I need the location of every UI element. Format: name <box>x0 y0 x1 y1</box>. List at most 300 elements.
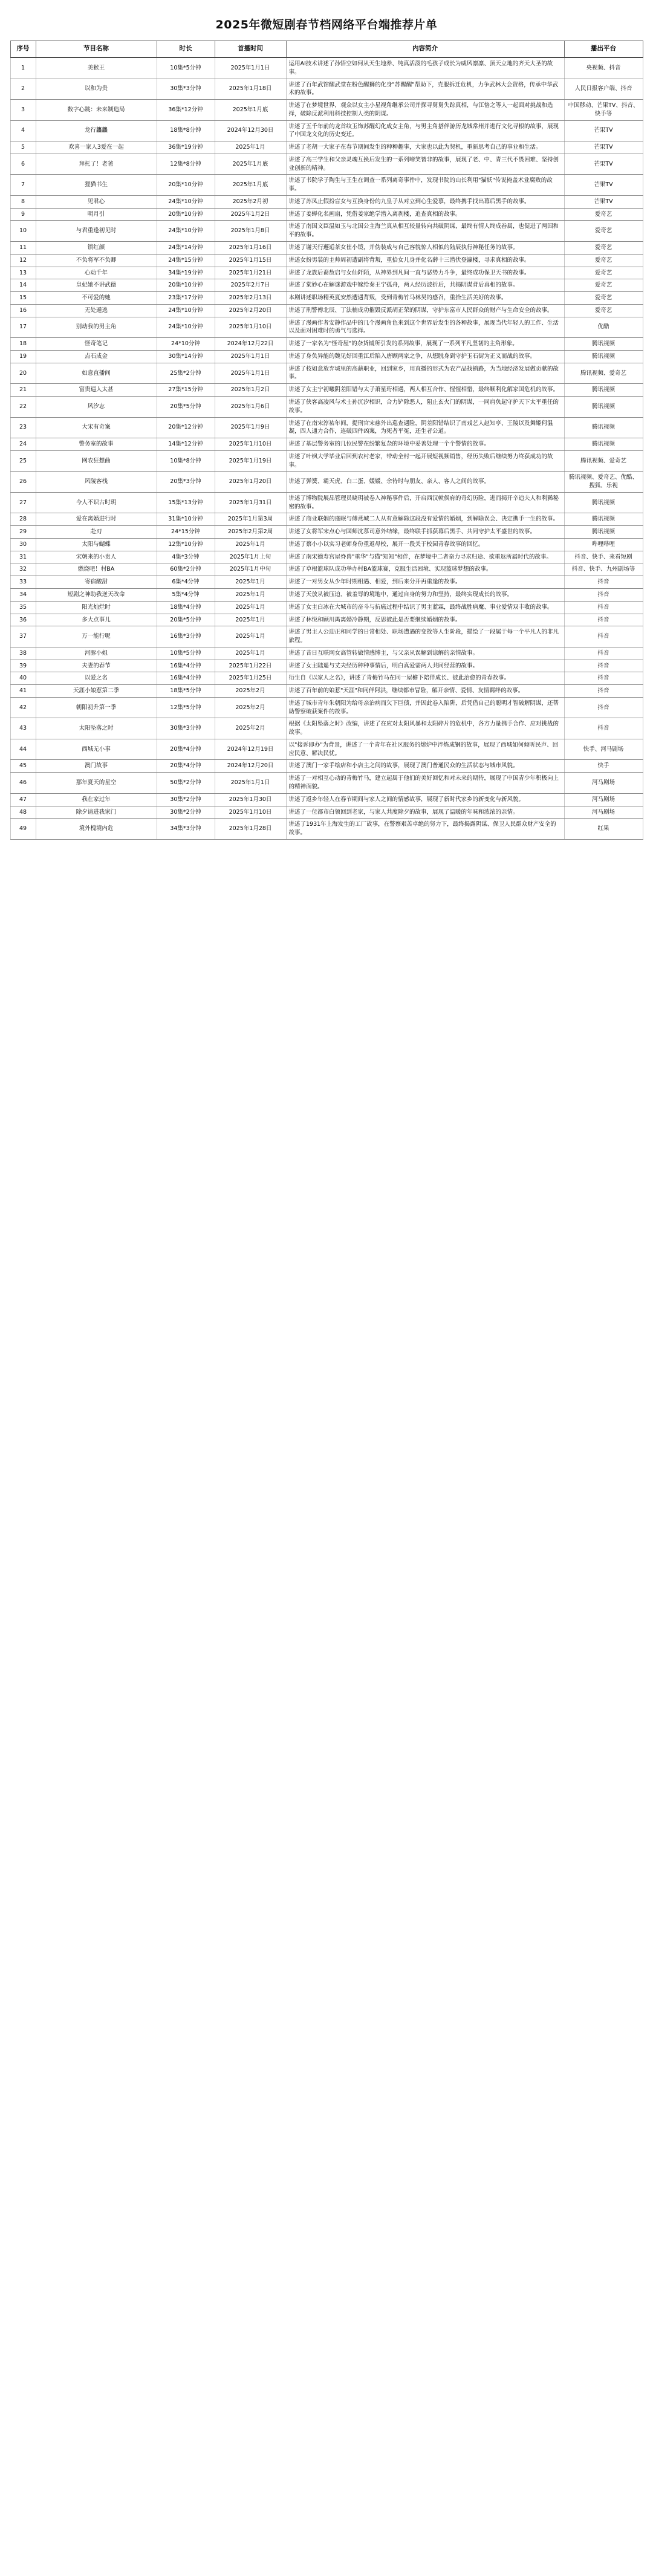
cell-platform: 优酷 <box>564 317 643 338</box>
cell-synopsis: 讲述了男主人公迎正和同学的日常相处、职场遭遇的变故等人生阶段，描绘了一段属于每一个平凡人的非凡旅程。 <box>286 626 564 647</box>
cell-name: 阳光灿烂时 <box>36 601 157 614</box>
cell-name: 风陵客栈 <box>36 472 157 493</box>
cell-platform: 抖音、快手、来看短剧 <box>564 551 643 563</box>
cell-platform: 芒果TV <box>564 154 643 175</box>
cell-date: 2025年1月 <box>215 614 286 626</box>
cell-duration: 20集*3分钟 <box>157 472 215 493</box>
column-header-synopsis: 内容简介 <box>286 41 564 58</box>
cell-duration: 24集*15分钟 <box>157 254 215 267</box>
cell-date: 2025年2月第2周 <box>215 526 286 539</box>
column-header-platform: 播出平台 <box>564 41 643 58</box>
cell-duration: 12集*8分钟 <box>157 154 215 175</box>
cell-index: 10 <box>10 221 36 242</box>
table-row <box>10 626 643 647</box>
cell-date: 2025年1月6日 <box>215 396 286 417</box>
table-row <box>10 338 643 351</box>
table-row <box>10 417 643 438</box>
table-row <box>10 120 643 141</box>
table-row <box>10 563 643 576</box>
cell-name: 无处遁逃 <box>36 304 157 317</box>
cell-synopsis: 讲述了百年武馆醒武堂在粉色醒狮的化身"苏醒醒"帮助下，克服拆迁危机，力争武林大会资格，传承中华武术的故事。 <box>286 79 564 100</box>
cell-name: 澳门故事 <box>36 760 157 773</box>
cell-platform: 抖音、快手、九州剧场等 <box>564 563 643 576</box>
cell-synopsis: 讲述了南宋德寿宫屋脊兽"重华"与猫"知知"相伴，在梦境中二者奋力寻求归途、欲重返所属时代的故事。 <box>286 551 564 563</box>
table-row <box>10 195 643 208</box>
cell-synopsis: 讲述了天放从被压迫、被羞辱的境地中，通过自身的努力和坚持，最终实现成长的故事。 <box>286 588 564 601</box>
cell-index: 25 <box>10 450 36 472</box>
cell-synopsis: 以"接诉即办"为背景，讲述了一个青年在社区服务的熔炉中淬炼成钢的故事，展现了西城如何倾听民声、回应民意、解决民忧。 <box>286 739 564 760</box>
cell-duration: 20集*10分钟 <box>157 208 215 221</box>
cell-synopsis: 讲述了侠客高凌风与术士孙沉汐相识，合力铲除恶人，阻止玄火门的阴谋，一同肩负起守护天下太平重任的故事。 <box>286 396 564 417</box>
cell-date: 2025年2月13日 <box>215 292 286 305</box>
cell-duration: 16集*3分钟 <box>157 626 215 647</box>
cell-duration: 10集*5分钟 <box>157 57 215 79</box>
cell-index: 37 <box>10 626 36 647</box>
cell-synopsis: 讲述了叶枫大学毕业后回到农村老家，带动全村一起开展短视频销售，经历失败后继续努力终获成功的故事。 <box>286 450 564 472</box>
cell-index: 6 <box>10 154 36 175</box>
cell-platform: 腾讯视频 <box>564 513 643 526</box>
cell-platform: 河马剧场 <box>564 806 643 819</box>
cell-date: 2025年1月15日 <box>215 254 286 267</box>
document-page <box>0 0 653 840</box>
cell-name: 不负将军不负卿 <box>36 254 157 267</box>
table-row <box>10 279 643 292</box>
cell-platform: 腾讯视频 <box>564 384 643 397</box>
table-row <box>10 254 643 267</box>
cell-synopsis: 讲述了女主宁初曦阴差阳错与太子萧星珩相遇，两人相互合作、惺惺相惜，最终顺利化解家国危机的故事。 <box>286 384 564 397</box>
cell-index: 32 <box>10 563 36 576</box>
cell-name: 心动千年 <box>36 267 157 279</box>
cell-name: 朝阳初升第一季 <box>36 697 157 718</box>
cell-date: 2025年1月1日 <box>215 57 286 79</box>
cell-date: 2025年1月 <box>215 647 286 660</box>
cell-name: 拜托了！老爸 <box>36 154 157 175</box>
page-title: 2025年微短剧春节档网络平台端推荐片单 <box>215 18 438 31</box>
cell-index: 19 <box>10 350 36 363</box>
cell-platform: 腾讯视频 <box>564 492 643 513</box>
cell-platform: 腾讯视频 <box>564 417 643 438</box>
cell-date: 2025年1月第3周 <box>215 513 286 526</box>
cell-synopsis: 讲述了蔡小小以实习老师身份重返母校，展开一段关于校园青春故事的回忆。 <box>286 538 564 551</box>
cell-date: 2025年1月2日 <box>215 208 286 221</box>
table-row <box>10 739 643 760</box>
cell-synopsis: 讲述女扮男装的主帅周初遭副将背叛，重拾女儿身并化名薛十三潜伏登瀛楼，寻求真相的故事。 <box>286 254 564 267</box>
table-row <box>10 551 643 563</box>
cell-date: 2025年1月9日 <box>215 417 286 438</box>
cell-duration: 23集*17分钟 <box>157 292 215 305</box>
cell-duration: 16集*4分钟 <box>157 672 215 685</box>
table-row <box>10 79 643 100</box>
cell-platform: 抖音 <box>564 626 643 647</box>
cell-index: 5 <box>10 141 36 154</box>
cell-synopsis: 讲述了刑警傅北辰、丁法楠成功摧毁反派胡正荣的阴谋，守护东富市人民群众的财产与生命安全的故事。 <box>286 304 564 317</box>
cell-synopsis: 讲述了林悦和顾川禺离婚冷静期，反思彼此是否要继续婚姻的故事。 <box>286 614 564 626</box>
table-row <box>10 175 643 196</box>
cell-index: 9 <box>10 208 36 221</box>
cell-synopsis: 讲述了女将军宋点心与国师沈慕司意外结缘，最终联手抓获幕后黑手、共同守护太平盛世的故事。 <box>286 526 564 539</box>
cell-date: 2025年2月初 <box>215 195 286 208</box>
cell-date: 2025年1月1日 <box>215 363 286 384</box>
cell-duration: 25集*2分钟 <box>157 363 215 384</box>
cell-duration: 36集*19分钟 <box>157 141 215 154</box>
cell-index: 20 <box>10 363 36 384</box>
column-header-name: 节目名称 <box>36 41 157 58</box>
cell-platform: 芒果TV <box>564 195 643 208</box>
cell-index: 7 <box>10 175 36 196</box>
cell-synopsis: 讲述了枝如意放弃城里的高薪职业，回到家乡，用直播的形式为农产品找销路，为当地经济发展做贡献的故事。 <box>286 363 564 384</box>
cell-name: 那年夏天的星空 <box>36 773 157 794</box>
table-row <box>10 292 643 305</box>
cell-date: 2025年2月 <box>215 718 286 739</box>
cell-platform: 红果 <box>564 819 643 840</box>
table-row <box>10 221 643 242</box>
cell-platform: 抖音 <box>564 614 643 626</box>
cell-index: 1 <box>10 57 36 79</box>
cell-platform: 腾讯视频 <box>564 350 643 363</box>
cell-duration: 16集*4分钟 <box>157 660 215 672</box>
cell-date: 2025年1月底 <box>215 175 286 196</box>
table-header-row <box>10 41 643 58</box>
cell-date: 2025年1月10日 <box>215 438 286 451</box>
column-header-index: 序号 <box>10 41 36 58</box>
cell-synopsis: 讲述了一位都市白领回到老家，与家人共度除夕的故事，展现了温暖的年味和浓浓的亲情。 <box>286 806 564 819</box>
cell-platform: 抖音 <box>564 576 643 589</box>
cell-duration: 12集*10分钟 <box>157 538 215 551</box>
cell-duration: 24集*14分钟 <box>157 242 215 255</box>
cell-synopsis: 讲述了南国文臣温如玉与北国公主海兰真从相互较量转向共破阴谋，最终有情人终成眷属，也促进了两国和平的故事。 <box>286 221 564 242</box>
cell-index: 11 <box>10 242 36 255</box>
cell-name: 多大点事儿 <box>36 614 157 626</box>
table-row <box>10 576 643 589</box>
cell-platform: 中国移动、芒果TV、抖音、快手等 <box>564 100 643 121</box>
cell-name: 风汐志 <box>36 396 157 417</box>
table-row <box>10 685 643 698</box>
cell-synopsis: 讲述了百年前的娘惹"天涯"和同伴阿洪，继续都市冒险，解开亲情、爱情、友情羁绊的故事。 <box>286 685 564 698</box>
cell-date: 2025年1月8日 <box>215 221 286 242</box>
cell-name: 龙行龘龘 <box>36 120 157 141</box>
cell-date: 2025年1月1日 <box>215 350 286 363</box>
cell-index: 17 <box>10 317 36 338</box>
cell-synopsis: 讲述了商业联姻的盛眠与傅燕城二人从有意解除这段没有爱情的婚姻，到解除误会、决定携手一生的故事。 <box>286 513 564 526</box>
cell-date: 2025年1月30日 <box>215 793 286 806</box>
cell-synopsis: 讲述了姜蝉化名画扇，凭借姜家绝学潜入离刹楼，追查真相的故事。 <box>286 208 564 221</box>
cell-synopsis: 讲述了1931年上海发生的工厂故事，在警察艰苦卓绝的努力下，最终揭露阴谋、保卫人民群众财产安全的故事。 <box>286 819 564 840</box>
cell-platform: 爱奇艺 <box>564 221 643 242</box>
cell-date: 2025年2月20日 <box>215 304 286 317</box>
cell-platform: 爱奇艺 <box>564 208 643 221</box>
column-header-date: 首播时间 <box>215 41 286 58</box>
cell-date: 2025年2月7日 <box>215 279 286 292</box>
cell-platform: 芒果TV <box>564 120 643 141</box>
cell-date: 2024年12月20日 <box>215 760 286 773</box>
cell-platform: 抖音 <box>564 660 643 672</box>
cell-synopsis: 讲述了草根篮球队成功举办村BA篮球赛，克服生活困境、实现篮球梦想的故事。 <box>286 563 564 576</box>
cell-platform: 河马剧场 <box>564 773 643 794</box>
cell-name: 我在家过年 <box>36 793 157 806</box>
table-row <box>10 450 643 472</box>
cell-date: 2025年1月28日 <box>215 819 286 840</box>
cell-date: 2025年1月 <box>215 626 286 647</box>
cell-name: 警务室的故事 <box>36 438 157 451</box>
cell-index: 23 <box>10 417 36 438</box>
cell-name: 别动我的男主角 <box>36 317 157 338</box>
table-row <box>10 141 643 154</box>
cell-platform: 腾讯视频 <box>564 438 643 451</box>
cell-date: 2025年1月25日 <box>215 672 286 685</box>
cell-date: 2025年1月1日 <box>215 773 286 794</box>
cell-duration: 15集*13分钟 <box>157 492 215 513</box>
cell-synopsis: 讲述了澳门一家手绘店和小店主之间的故事，展现了澳门普通民众的生活状态与城市风貌。 <box>286 760 564 773</box>
cell-name: 燃烧吧！村BA <box>36 563 157 576</box>
cell-date: 2025年1月22日 <box>215 660 286 672</box>
cell-index: 44 <box>10 739 36 760</box>
table-row <box>10 819 643 840</box>
cell-duration: 24集*10分钟 <box>157 221 215 242</box>
cell-duration: 10集*5分钟 <box>157 647 215 660</box>
table-row <box>10 601 643 614</box>
cell-date: 2024年12月22日 <box>215 338 286 351</box>
cell-name: 河豚小姐 <box>36 647 157 660</box>
cell-name: 太阳坠落之时 <box>36 718 157 739</box>
table-row <box>10 647 643 660</box>
cell-name: 数字心跳：未来制造局 <box>36 100 157 121</box>
cell-synopsis: 讲述了昔日互联网女高管转做情感博主，与父亲从误解到谅解的亲情故事。 <box>286 647 564 660</box>
cell-name: 以和为贵 <box>36 79 157 100</box>
cell-date: 2025年1月21日 <box>215 267 286 279</box>
cell-synopsis: 讲述了一家名为"怪奇屋"的杂货铺所引发的系列故事，展现了一系列平凡坚韧的主角形象。 <box>286 338 564 351</box>
cell-platform: 抖音 <box>564 697 643 718</box>
table-row <box>10 660 643 672</box>
cell-platform: 抖音 <box>564 672 643 685</box>
table-row <box>10 384 643 397</box>
cell-duration: 18集*4分钟 <box>157 601 215 614</box>
cell-date: 2025年1月 <box>215 588 286 601</box>
cell-synopsis: 讲述了高三学生和父亲灵魂互换后发生的一系列啼笑皆非的故事，展现了老、中、青三代不畏困难、坚持创业创新的精神。 <box>286 154 564 175</box>
cell-name: 欢喜一家人3爱在一起 <box>36 141 157 154</box>
cell-platform: 腾讯视频 <box>564 526 643 539</box>
cell-platform: 爱奇艺 <box>564 304 643 317</box>
table-row <box>10 492 643 513</box>
cell-index: 29 <box>10 526 36 539</box>
cell-index: 36 <box>10 614 36 626</box>
cell-duration: 18集*5分钟 <box>157 685 215 698</box>
cell-duration: 34集*3分钟 <box>157 819 215 840</box>
cell-duration: 20集*10分钟 <box>157 279 215 292</box>
cell-index: 30 <box>10 538 36 551</box>
cell-platform: 腾讯视频 <box>564 396 643 417</box>
cell-duration: 4集*3分钟 <box>157 551 215 563</box>
cell-date: 2025年1月16日 <box>215 242 286 255</box>
cell-index: 2 <box>10 79 36 100</box>
column-header-duration: 时长 <box>157 41 215 58</box>
cell-duration: 24集*10分钟 <box>157 195 215 208</box>
cell-name: 天涯小娘惹第二季 <box>36 685 157 698</box>
cell-duration: 18集*8分钟 <box>157 120 215 141</box>
cell-date: 2025年2月 <box>215 697 286 718</box>
cell-platform: 爱奇艺 <box>564 242 643 255</box>
cell-platform: 河马剧场 <box>564 793 643 806</box>
cell-index: 40 <box>10 672 36 685</box>
cell-name: 点石成金 <box>36 350 157 363</box>
table-row <box>10 304 643 317</box>
cell-name: 寄宿酸甜 <box>36 576 157 589</box>
cell-name: 境外槐境内危 <box>36 819 157 840</box>
cell-duration: 30集*2分钟 <box>157 793 215 806</box>
table-row <box>10 57 643 79</box>
cell-index: 49 <box>10 819 36 840</box>
cell-duration: 20集*10分钟 <box>157 175 215 196</box>
cell-platform: 爱奇艺 <box>564 267 643 279</box>
cell-platform: 抖音 <box>564 588 643 601</box>
cell-duration: 24*15分钟 <box>157 526 215 539</box>
cell-date: 2025年1月 <box>215 601 286 614</box>
cell-name: 爱在离婚进行时 <box>36 513 157 526</box>
cell-duration: 50集*2分钟 <box>157 773 215 794</box>
cell-platform: 腾讯视频、爱奇艺、优酷、搜狐、乐视 <box>564 472 643 493</box>
cell-platform: 爱奇艺 <box>564 254 643 267</box>
table-row <box>10 472 643 493</box>
cell-index: 38 <box>10 647 36 660</box>
cell-synopsis: 讲述了龙族后裔敖启与女仙阡陌，从神界到凡间一直与恶势力斗争，最终成功保卫天书的故事。 <box>286 267 564 279</box>
cell-platform: 爱奇艺 <box>564 279 643 292</box>
cell-index: 4 <box>10 120 36 141</box>
cell-index: 42 <box>10 697 36 718</box>
cell-synopsis: 讲述了城市青年朱朝阳为给母亲治病而欠下巨债，并因此卷入陷阱，后凭借自己的聪明才智破解阴谋，还帮助警察破获案件的故事。 <box>286 697 564 718</box>
cell-index: 46 <box>10 773 36 794</box>
cell-name: 太阳与蝴蝶 <box>36 538 157 551</box>
cell-name: 除夕请进我家门 <box>36 806 157 819</box>
cell-date: 2025年1月20日 <box>215 472 286 493</box>
cell-name: 夫妻的春节 <box>36 660 157 672</box>
cell-name: 锁红颜 <box>36 242 157 255</box>
cell-duration: 24*10分钟 <box>157 338 215 351</box>
cell-synopsis: 讲述了一对男女从少年时期相遇、相爱，到后来分开再重逢的故事。 <box>286 576 564 589</box>
cell-duration: 20集*4分钟 <box>157 739 215 760</box>
cell-index: 24 <box>10 438 36 451</box>
table-row <box>10 697 643 718</box>
cell-platform: 腾讯视频 <box>564 338 643 351</box>
cell-synopsis: 讲述了女主白冰在大城市的奋斗与抗癌过程中结识了男主蓝霖，最终战胜病魔、事业爱情双丰收的故事。 <box>286 601 564 614</box>
cell-duration: 20集*12分钟 <box>157 417 215 438</box>
cell-index: 21 <box>10 384 36 397</box>
cell-synopsis: 讲述了一对相互心动的青梅竹马，建立起属于他们的美好回忆和对未来的期待，展现了中国青少年积极向上的精神面貌。 <box>286 773 564 794</box>
cell-date: 2024年12月19日 <box>215 739 286 760</box>
cell-platform: 抖音 <box>564 601 643 614</box>
cell-date: 2025年1月底 <box>215 100 286 121</box>
cell-duration: 30集*3分钟 <box>157 718 215 739</box>
cell-synopsis: 讲述了基层警务室的几位民警在纷繁复杂的环境中妥善处理一个个警情的故事。 <box>286 438 564 451</box>
cell-duration: 14集*12分钟 <box>157 438 215 451</box>
cell-platform: 抖音 <box>564 718 643 739</box>
cell-name: 怪奇笔记 <box>36 338 157 351</box>
cell-date: 2025年2月 <box>215 685 286 698</box>
cell-name: 大宋有奇案 <box>36 417 157 438</box>
cell-date: 2024年12月30日 <box>215 120 286 141</box>
cell-name: 网农狂想曲 <box>36 450 157 472</box>
cell-synopsis: 讲述了女主陆遥与丈夫经历种种事情后，明白真爱需两人共同经营的故事。 <box>286 660 564 672</box>
cell-synopsis: 根据《太阳坠落之时》改编，讲述了在应对太阳风暴和太阳碎片的危机中，各方力量携手合作、应对挑战的故事。 <box>286 718 564 739</box>
cell-platform: 央视频、抖音 <box>564 57 643 79</box>
table-row <box>10 396 643 417</box>
cell-duration: 20集*4分钟 <box>157 760 215 773</box>
cell-index: 45 <box>10 760 36 773</box>
cell-duration: 27集*15分钟 <box>157 384 215 397</box>
cell-name: 与君重逢初见时 <box>36 221 157 242</box>
cell-name: 赴刃 <box>36 526 157 539</box>
table-row <box>10 614 643 626</box>
table-row <box>10 154 643 175</box>
cell-date: 2025年1月中旬 <box>215 563 286 576</box>
cell-platform: 快手、河马剧场 <box>564 739 643 760</box>
cell-index: 28 <box>10 513 36 526</box>
cell-synopsis: 讲述了棠妙心在解谜游戏中嫁给秦王宁孤舟，两人经历波折后，共揭阴谋背后真相的故事。 <box>286 279 564 292</box>
cell-duration: 12集*5分钟 <box>157 697 215 718</box>
table-row <box>10 538 643 551</box>
cell-platform: 腾讯视频、爱奇艺 <box>564 363 643 384</box>
table-row <box>10 526 643 539</box>
cell-index: 43 <box>10 718 36 739</box>
cell-duration: 30集*2分钟 <box>157 806 215 819</box>
cell-date: 2025年1月10日 <box>215 317 286 338</box>
cell-name: 皇妃她不讲武德 <box>36 279 157 292</box>
cell-name: 美猴王 <box>36 57 157 79</box>
cell-duration: 34集*19分钟 <box>157 267 215 279</box>
cell-synopsis: 讲述了身负异能的魏见好回重江后陷入唐顾两家之争，从想脱身到守护玉石街为正义而战的故事。 <box>286 350 564 363</box>
table-row <box>10 208 643 221</box>
table-row <box>10 760 643 773</box>
table-row <box>10 773 643 794</box>
table-row <box>10 806 643 819</box>
cell-index: 47 <box>10 793 36 806</box>
cell-index: 12 <box>10 254 36 267</box>
table-row <box>10 317 643 338</box>
cell-synopsis: 本剧讲述职场精英夏安然遭遇背叛，受到青梅竹马林昊的感召，重拾生活美好的故事。 <box>286 292 564 305</box>
cell-synopsis: 讲述了在梦境世界，观众以女主小星视角继承公司并探寻舅舅失踪真相，与江恪之等人一起面对挑战和选择，破除反派利用科技控制人类的阴谋。 <box>286 100 564 121</box>
table-row <box>10 100 643 121</box>
cell-index: 41 <box>10 685 36 698</box>
cell-index: 35 <box>10 601 36 614</box>
cell-name: 如意直播间 <box>36 363 157 384</box>
cell-name: 以爱之名 <box>36 672 157 685</box>
table-body <box>10 57 643 839</box>
cell-date: 2025年1月10日 <box>215 806 286 819</box>
table-row <box>10 242 643 255</box>
cell-index: 48 <box>10 806 36 819</box>
table-row <box>10 350 643 363</box>
cell-duration: 36集*12分钟 <box>157 100 215 121</box>
cell-index: 27 <box>10 492 36 513</box>
table-header <box>10 41 643 58</box>
cell-synopsis: 运用AI技术讲述了孙悟空如何从天生地养、纯真活泼的毛孩子成长为威风凛凛、顶天立地的齐天大圣的故事。 <box>286 57 564 79</box>
cell-date: 2025年1月31日 <box>215 492 286 513</box>
cell-index: 3 <box>10 100 36 121</box>
cell-index: 22 <box>10 396 36 417</box>
cell-synopsis: 讲述了书院学子陶生与王生在调查一系列离奇事件中，发现书院的山长利用"猫妖"传说掩盖术业腐败的故事。 <box>286 175 564 196</box>
cell-synopsis: 讲述了谢天行邂逅茶女崔小镜，并伪装成与自己容貌惊人相似的陆辰执行神秘任务的故事。 <box>286 242 564 255</box>
cell-synopsis: 讲述了博物院展品管理员晓玥被卷入神秘事件后，开启西汉軑侯府的奇幻历险，进而揭开辛追夫人和利豨秘密的故事。 <box>286 492 564 513</box>
cell-duration: 20集*5分钟 <box>157 396 215 417</box>
cell-index: 8 <box>10 195 36 208</box>
table-row <box>10 438 643 451</box>
cell-name: 今人不识古时玥 <box>36 492 157 513</box>
cell-platform: 抖音 <box>564 685 643 698</box>
cell-name: 西城无小事 <box>36 739 157 760</box>
cell-duration: 24集*10分钟 <box>157 317 215 338</box>
cell-date: 2025年1月 <box>215 141 286 154</box>
table-row <box>10 513 643 526</box>
cell-platform: 哔哩哔哩 <box>564 538 643 551</box>
cell-date: 2025年1月底 <box>215 154 286 175</box>
